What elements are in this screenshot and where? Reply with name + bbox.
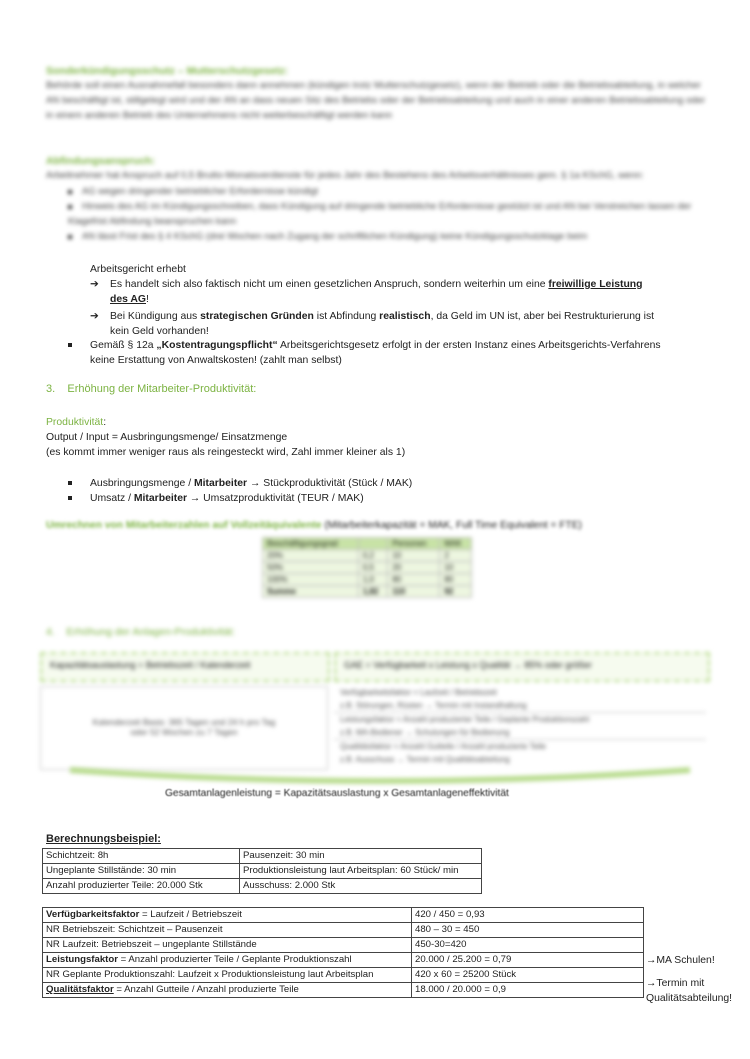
note: (es kommt immer weniger raus als reingesteckt wird, Zahl immer kleiner als 1) [46, 447, 406, 458]
section-sonderkuendigung [46, 64, 706, 123]
table-cell: 1,0 [358, 574, 388, 586]
table-cell: 80 [440, 574, 472, 586]
arrow-item [90, 277, 720, 307]
formula: = Anzahl produzierter Teile / Geplante Produktionszahl [117, 954, 352, 965]
table-cell: 1,82 [358, 586, 388, 598]
bullet-icon [68, 496, 72, 500]
emphasis: strategischen Gründen [200, 311, 314, 322]
table-cell: 450-30=420 [412, 938, 644, 953]
arrow-icon: ➔ [90, 311, 99, 322]
kalender-box [40, 686, 328, 770]
formula: Output / Input = Ausbringungsmenge/ Einsatzmenge [46, 432, 288, 443]
colon: : [103, 417, 107, 428]
list-item: Qualitätsfaktor = Anzahl Gutteile / Anzahl produzierte Teile [340, 742, 546, 751]
table-cell: Anzahl produzierter Teile: 20.000 Stk [43, 879, 240, 894]
section-heading: Abfindungsanspruch: [46, 155, 156, 167]
faktor-list [334, 686, 706, 766]
emphasis: realistisch [379, 311, 431, 322]
bullet-text: Gemäß § 12a [90, 340, 157, 351]
table-header [263, 538, 472, 550]
bullet-text: keine Erstattung von Anwaltskosten! (zahlt man selbst) [90, 355, 342, 366]
table-cell: 100% [263, 574, 359, 586]
table-row [43, 923, 644, 938]
table-row [43, 983, 644, 998]
table-cell: 10 [440, 562, 472, 574]
side-note-schulen: →MA Schulen! [646, 955, 715, 966]
table-cell: 420 / 450 = 0,93 [412, 908, 644, 923]
table-cell [43, 908, 412, 923]
bullet-text: → Umsatzproduktivität (TEUR / MAK) [187, 493, 364, 504]
table-cell: 2 [440, 550, 472, 562]
arrow-item [90, 309, 720, 339]
kapazitaet-box [40, 652, 330, 682]
table-cell: Pausenzeit: 30 min [240, 849, 482, 864]
note: (Mitarbeiterkapazität = MAK, Full Time Equivalent = FTE) [321, 520, 582, 531]
list-item [46, 183, 706, 198]
list-item: z.B. Störungen, Rüsten → Termin mit Instandhaltung [334, 699, 706, 713]
box-text: Kapazitätsauslastung = Betriebszeit / Kalenderzeit [50, 660, 251, 670]
section-heading: 3. Erhöhung der Mitarbeiter-Produktivität: [46, 383, 257, 395]
arrow-text: , da Geld im UN ist, aber bei Restrukturierung ist [430, 311, 655, 322]
table-row [43, 953, 644, 968]
table-row [43, 849, 482, 864]
abfindung-sharp [90, 262, 720, 339]
arrow-text: ! [146, 294, 149, 305]
side-note-qualitaet: Qualitätsabteilung! [646, 993, 733, 1004]
table-cell: 20.000 / 25.200 = 0,79 [412, 953, 644, 968]
emphasis: freiwillige Leistung [548, 279, 643, 290]
list-item [68, 491, 364, 506]
table-cell: 0,5 [358, 562, 388, 574]
bullet-icon [68, 343, 72, 347]
list-item [46, 198, 706, 228]
table-header-cell: Beschäftigungsgrad [263, 538, 359, 550]
arrow-text: kein Geld vorhanden! [110, 326, 209, 337]
section-heading: 4. Erhöhung der Anlagen-Produktivität: [46, 626, 236, 638]
table-row [263, 574, 472, 586]
box-text: GAE = Verfügbarkeit x Leistung x Qualität → 85% oder größer [344, 660, 592, 670]
arrow-text: ist Abfindung [313, 311, 380, 322]
table-cell: 0,2 [358, 550, 388, 562]
table-cell: Ungeplante Stillstände: 30 min [43, 864, 240, 879]
emphasis: des AG [110, 294, 146, 305]
table-cell: Produktionsleistung laut Arbeitsplan: 60 Stück/ min [240, 864, 482, 879]
table-row [43, 938, 644, 953]
section-heading: Sonderkündigungsschutz – Mutterschutzgesetz: [46, 65, 289, 77]
list-item [68, 476, 412, 491]
table-cell: NR Geplante Produktionszahl: Laufzeit x Produktionsleistung laut Arbeitsplan [43, 968, 412, 983]
table-cell: 20 [388, 562, 440, 574]
bullet-icon [68, 481, 72, 485]
bullet-text: AN lässt Frist des § 4 KSchG (drei Wochen nach Zugang der schriftlichen Kündigung) keine Kündigungsschutzklage beim [82, 230, 588, 241]
table-cell: Summe [263, 586, 359, 598]
table-row [263, 562, 472, 574]
arrow-text: Bei Kündigung aus [110, 311, 201, 322]
beispiel-table [42, 848, 482, 894]
bullet-text: Arbeitsgerichtsgesetz erfolgt in der ersten Instanz eines Arbeitsgerichts-Verfahrens [277, 340, 661, 351]
emphasis: „Kostentragungspflicht“ [156, 340, 278, 351]
table-row [43, 879, 482, 894]
box-text: Kalenderzeit Basis: 365 Tagen und 24 h pro Tag [92, 717, 276, 727]
table-cell: NR Laufzeit: Betriebszeit – ungeplante Stillstände [43, 938, 412, 953]
list-item [46, 228, 706, 243]
table-cell: 480 – 30 = 450 [412, 923, 644, 938]
gae-box [334, 652, 710, 682]
gesamt-formula: Gesamtanlagenleistung = Kapazitätsauslastung x Gesamtanlageneffektivität [165, 788, 509, 799]
bullet-text: → Stückproduktivität (Stück / MAK) [247, 478, 413, 489]
table-cell: 18.000 / 20.000 = 0,9 [412, 983, 644, 998]
list-item: Leistungsfaktor = Anzahl produzierter Teile / Geplante Produktionszahl [340, 715, 590, 724]
emphasis: Mitarbeiter [193, 478, 248, 489]
formula: = Anzahl Gutteile / Anzahl produzierte Teile [113, 984, 299, 995]
box-text: oder 52 Wochen zu 7 Tagen [130, 727, 238, 737]
factor-name: Leistungsfaktor [46, 954, 118, 965]
table-cell [43, 953, 412, 968]
table-row [263, 586, 472, 598]
table-cell: Schichtzeit: 8h [43, 849, 240, 864]
bullet-text: Ausbringungsmenge / [90, 478, 194, 489]
formula: = Laufzeit / Betriebszeit [139, 909, 242, 920]
table-header-cell: Personen [388, 538, 440, 550]
table-cell: 420 x 60 = 25200 Stück [412, 968, 644, 983]
list-item: z.B. MA-Bediener → Schulungen für Bedienung [334, 726, 706, 740]
table-cell: NR Betriebszeit: Schichtzeit – Pausenzeit [43, 923, 412, 938]
subheading: Produktivität [46, 417, 104, 428]
table-row [43, 864, 482, 879]
umrechnen-line [46, 520, 582, 531]
table-cell: Ausschuss: 2.000 Stk [240, 879, 482, 894]
section-abfindung-top [46, 154, 706, 243]
list-item: Verfügbarkeitsfaktor = Laufzeit / Betriebszeit [340, 688, 497, 697]
paragraph: Behörde soll einen Ausnahmefall besonders dann annehmen (kündigen trotz Mutterschutzgesetz), wenn der Betrieb oder die Betriebsabteilung, in welcher AN beschäftigt ist, stillgelegt wird und der AN an dass neuen Sitz des Betriebs oder der Betriebsabteilung und auch in einer anderen Betriebsabteilung oder in einem anderen Betrieb des Unternehmens nicht weiterbeschäftigt werden kann [46, 80, 706, 121]
table-header-cell: MAK [440, 538, 472, 550]
fte-table [262, 537, 472, 598]
factor-name: Verfügbarkeitsfaktor [46, 909, 140, 920]
table-row [43, 908, 644, 923]
bullet-text: Umsatz / [90, 493, 134, 504]
table-cell: 80 [388, 574, 440, 586]
paragraph: Arbeitnehmer hat Anspruch auf 0,5 Brutto-Monatsverdienste für jedes Jahr des Bestehens des Arbeitsverhältnisses gem. § 1a KSchG, wenn: [46, 170, 644, 181]
list-item [68, 338, 718, 368]
bullet-continuation: Arbeitsgericht erhebt [90, 264, 186, 275]
table-cell: 92 [440, 586, 472, 598]
bullet-text: Hinweis des AG im Kündigungsschreiben, dass Kündigung auf dringende betriebliche Erfordernisse gestützt ist und AN bei Verstreichen lassen der Klagefrist Abfindung beanspruchen kann [68, 200, 692, 226]
arrow-icon: ➔ [90, 279, 99, 290]
emphasis: Mitarbeiter [133, 493, 188, 504]
table-cell: 110 [388, 586, 440, 598]
list-item: z.B. Ausschuss → Termin mit Qualitätsabteilung [340, 755, 510, 764]
produktivitaet-block [46, 415, 696, 460]
table-cell: 20% [263, 550, 359, 562]
factor-name: Qualitätsfaktor [46, 984, 114, 995]
table-cell: 50% [263, 562, 359, 574]
bullet-text: AG wegen dringender betrieblicher Erfordernisse kündigt [82, 185, 319, 196]
table-row [263, 550, 472, 562]
table-cell: 10 [388, 550, 440, 562]
table-row [43, 968, 644, 983]
subheading: Umrechnen von Mitarbeiterzahlen auf Vollzeitäquivalente [46, 520, 322, 531]
beispiel-title: Berechnungsbeispiel: [46, 833, 161, 845]
faktoren-table [42, 907, 644, 998]
side-note-termin: →Termin mit [646, 978, 705, 989]
arrow-text: Es handelt sich also faktisch nicht um einen gesetzlichen Anspruch, sondern weiterhin um eine [110, 279, 549, 290]
table-header-cell [358, 538, 388, 550]
table-cell [43, 983, 412, 998]
